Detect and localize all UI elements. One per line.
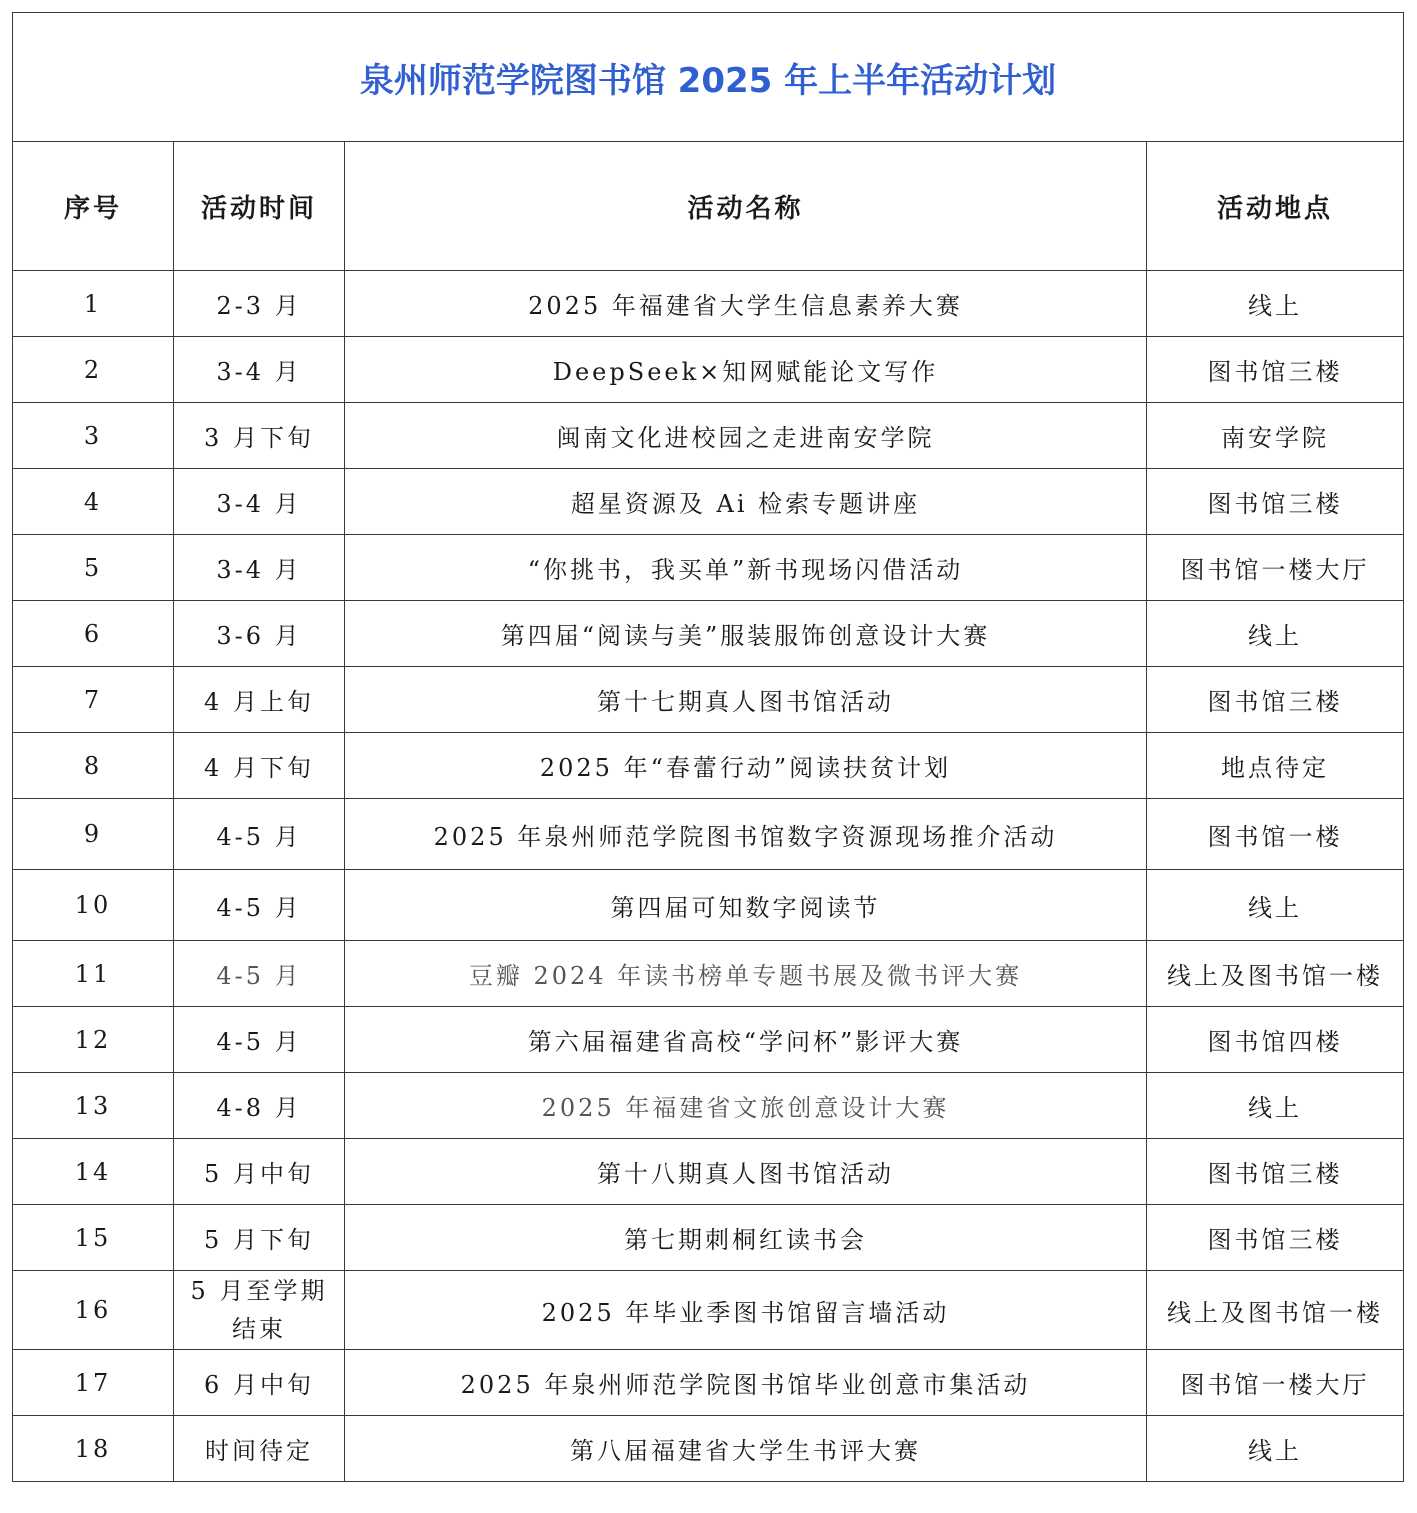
- cell-time: 3-4 月: [174, 535, 345, 601]
- table-row: [13, 469, 1404, 535]
- cell-name: 第十七期真人图书馆活动: [345, 667, 1147, 733]
- cell-place: 图书馆三楼: [1147, 1205, 1404, 1271]
- cell-name: 2025 年福建省大学生信息素养大赛: [345, 271, 1147, 337]
- cell-no: 18: [13, 1416, 174, 1482]
- cell-place: 图书馆一楼大厅: [1147, 1350, 1404, 1416]
- table-row: [13, 799, 1404, 870]
- cell-name: 第四届“阅读与美”服装服饰创意设计大赛: [345, 601, 1147, 667]
- cell-name: 第四届可知数字阅读节: [345, 870, 1147, 941]
- table-row: [13, 1139, 1404, 1205]
- cell-time: 2-3 月: [174, 271, 345, 337]
- cell-no: 12: [13, 1007, 174, 1073]
- cell-name: 第七期刺桐红读书会: [345, 1205, 1147, 1271]
- table-row: [13, 271, 1404, 337]
- table-row: [13, 1271, 1404, 1350]
- cell-place: 图书馆一楼: [1147, 799, 1404, 870]
- cell-name: “你挑书，我买单”新书现场闪借活动: [345, 535, 1147, 601]
- cell-place: 图书馆四楼: [1147, 1007, 1404, 1073]
- cell-name: DeepSeek×知网赋能论文写作: [345, 337, 1147, 403]
- cell-place: 线上及图书馆一楼: [1147, 1271, 1404, 1350]
- activity-plan-table: [12, 12, 1404, 1482]
- cell-place: 南安学院: [1147, 403, 1404, 469]
- table-row: [13, 870, 1404, 941]
- header-time: 活动时间: [174, 142, 345, 271]
- cell-place: 线上: [1147, 870, 1404, 941]
- cell-no: 16: [13, 1271, 174, 1350]
- cell-no: 17: [13, 1350, 174, 1416]
- header-name: 活动名称: [345, 142, 1147, 271]
- cell-place: 图书馆三楼: [1147, 469, 1404, 535]
- cell-place: 线上及图书馆一楼: [1147, 941, 1404, 1007]
- cell-time: 4 月下旬: [174, 733, 345, 799]
- cell-time: 3-4 月: [174, 469, 345, 535]
- cell-no: 5: [13, 535, 174, 601]
- cell-time: 4-5 月: [174, 1007, 345, 1073]
- cell-no: 7: [13, 667, 174, 733]
- cell-no: 14: [13, 1139, 174, 1205]
- table-row: [13, 1073, 1404, 1139]
- cell-place: 图书馆三楼: [1147, 667, 1404, 733]
- cell-no: 11: [13, 941, 174, 1007]
- cell-place: 线上: [1147, 271, 1404, 337]
- table-row: [13, 337, 1404, 403]
- cell-no: 13: [13, 1073, 174, 1139]
- cell-name: 2025 年福建省文旅创意设计大赛: [345, 1073, 1147, 1139]
- cell-name: 闽南文化进校园之走进南安学院: [345, 403, 1147, 469]
- cell-no: 3: [13, 403, 174, 469]
- cell-no: 4: [13, 469, 174, 535]
- cell-no: 10: [13, 870, 174, 941]
- table-row: [13, 733, 1404, 799]
- cell-name: 2025 年毕业季图书馆留言墙活动: [345, 1271, 1147, 1350]
- cell-time: 3-4 月: [174, 337, 345, 403]
- cell-place: 图书馆三楼: [1147, 337, 1404, 403]
- cell-time: 4-5 月: [174, 799, 345, 870]
- cell-no: 1: [13, 271, 174, 337]
- table-row: [13, 667, 1404, 733]
- cell-name: 2025 年泉州师范学院图书馆毕业创意市集活动: [345, 1350, 1147, 1416]
- table-row: [13, 403, 1404, 469]
- cell-name: 豆瓣 2024 年读书榜单专题书展及微书评大赛: [345, 941, 1147, 1007]
- table-row: [13, 1350, 1404, 1416]
- cell-name: 2025 年泉州师范学院图书馆数字资源现场推介活动: [345, 799, 1147, 870]
- cell-time: 5 月至学期结束: [174, 1271, 345, 1350]
- cell-place: 线上: [1147, 601, 1404, 667]
- cell-place: 线上: [1147, 1073, 1404, 1139]
- header-row: [13, 142, 1404, 271]
- cell-time: 3 月下旬: [174, 403, 345, 469]
- cell-time: 6 月中旬: [174, 1350, 345, 1416]
- header-place: 活动地点: [1147, 142, 1404, 271]
- cell-name: 超星资源及 Ai 检索专题讲座: [345, 469, 1147, 535]
- cell-time: 4-5 月: [174, 941, 345, 1007]
- cell-no: 8: [13, 733, 174, 799]
- cell-place: 图书馆一楼大厅: [1147, 535, 1404, 601]
- cell-no: 6: [13, 601, 174, 667]
- cell-name: 第十八期真人图书馆活动: [345, 1139, 1147, 1205]
- cell-time: 时间待定: [174, 1416, 345, 1482]
- cell-place: 线上: [1147, 1416, 1404, 1482]
- table-row: [13, 941, 1404, 1007]
- cell-place: 地点待定: [1147, 733, 1404, 799]
- cell-time: 4-5 月: [174, 870, 345, 941]
- cell-time: 4 月上旬: [174, 667, 345, 733]
- cell-no: 9: [13, 799, 174, 870]
- table-title: 泉州师范学院图书馆 2025 年上半年活动计划: [13, 13, 1404, 142]
- cell-time: 3-6 月: [174, 601, 345, 667]
- cell-place: 图书馆三楼: [1147, 1139, 1404, 1205]
- cell-name: 第六届福建省高校“学问杯”影评大赛: [345, 1007, 1147, 1073]
- header-no: 序号: [13, 142, 174, 271]
- cell-time: 4-8 月: [174, 1073, 345, 1139]
- cell-time: 5 月中旬: [174, 1139, 345, 1205]
- table-row: [13, 1416, 1404, 1482]
- title-row: [13, 13, 1404, 142]
- cell-name: 2025 年“春蕾行动”阅读扶贫计划: [345, 733, 1147, 799]
- table-row: [13, 535, 1404, 601]
- cell-name: 第八届福建省大学生书评大赛: [345, 1416, 1147, 1482]
- table-row: [13, 601, 1404, 667]
- cell-no: 15: [13, 1205, 174, 1271]
- cell-no: 2: [13, 337, 174, 403]
- table-row: [13, 1007, 1404, 1073]
- table-row: [13, 1205, 1404, 1271]
- cell-time: 5 月下旬: [174, 1205, 345, 1271]
